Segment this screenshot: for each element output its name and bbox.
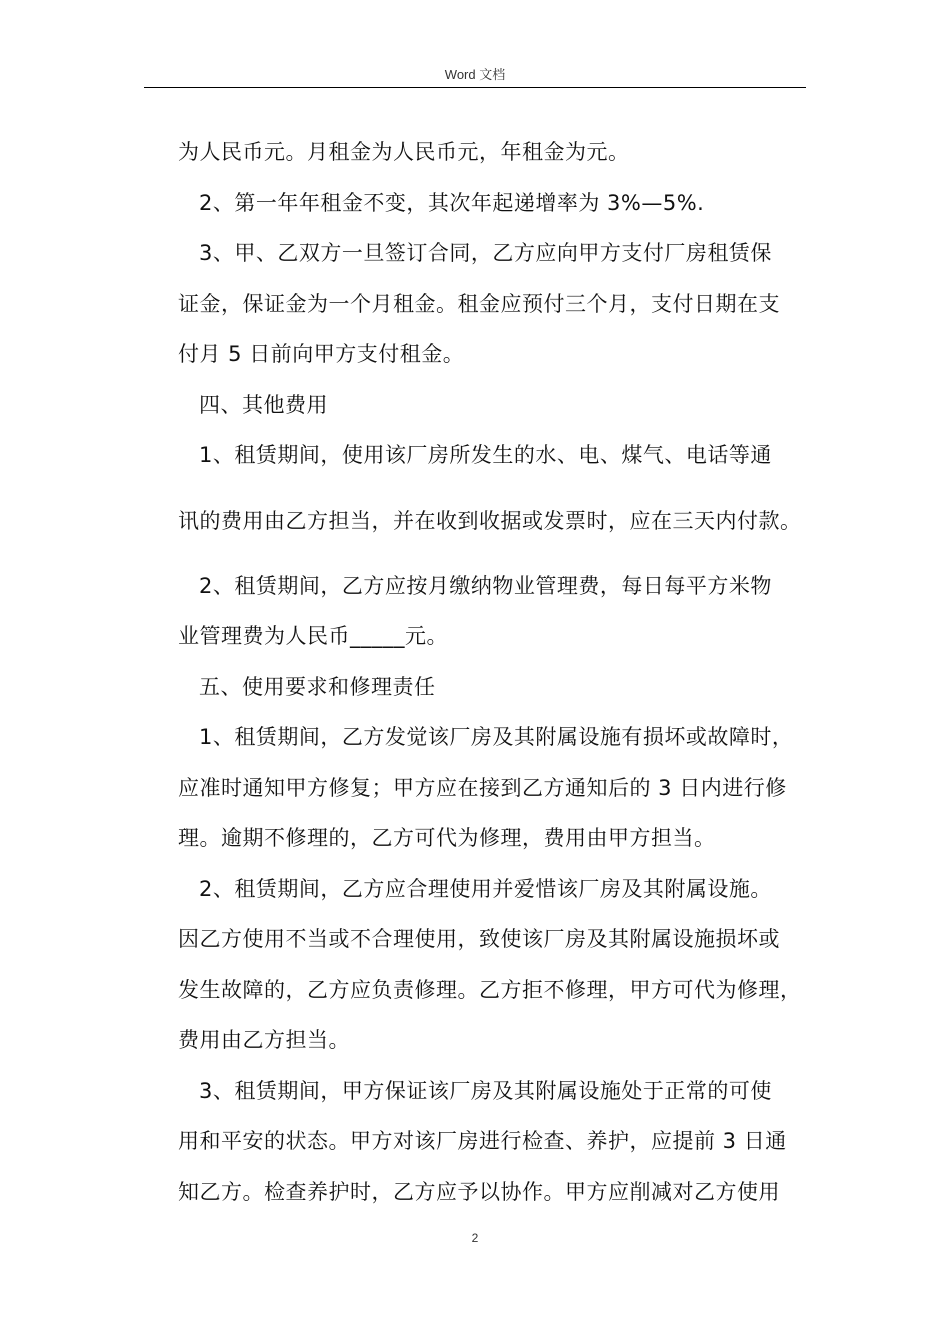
paragraph-line: 费用由乙方担当。 (178, 1028, 350, 1052)
paragraph-line: 知乙方。检查养护时，乙方应予以协作。甲方应削减对乙方使用 (178, 1179, 780, 1204)
paragraph-line: 2、租赁期间，乙方应合理使用并爱惜该厂房及其附属设施。 (199, 876, 772, 901)
section-heading: 四、其他费用 (199, 392, 328, 417)
paragraph-line: 发生故障的，乙方应负责修理。乙方拒不修理，甲方可代为修理， (178, 977, 802, 1002)
paragraph-line: 应准时通知甲方修复；甲方应在接到乙方通知后的 3 日内进行修 (178, 775, 787, 800)
paragraph-line: 业管理费为人民币_____元。 (178, 624, 448, 648)
header-divider (144, 87, 806, 88)
paragraph-line: 3、甲、乙双方一旦签订合同，乙方应向甲方支付厂房租赁保 (199, 241, 772, 265)
paragraph-line: 2、第一年年租金不变，其次年起递增率为 3%—5%. (199, 190, 705, 215)
page-header-title: Word 文档 (444, 67, 506, 82)
paragraph-line: 3、租赁期间，甲方保证该厂房及其附属设施处于正常的可使 (199, 1078, 772, 1103)
paragraph-line: 证金，保证金为一个月租金。租金应预付三个月，支付日期在支 (178, 291, 780, 316)
paragraph-line: 1、租赁期间，乙方发觉该厂房及其附属设施有损坏或故障时， (199, 725, 794, 749)
paragraph-line: 1、租赁期间，使用该厂房所发生的水、电、煤气、电话等通 (199, 443, 772, 467)
page-number: 2 (471, 1231, 479, 1245)
paragraph-line: 用和平安的状态。甲方对该厂房进行检查、养护，应提前 3 日通 (178, 1129, 787, 1153)
document-body (178, 127, 838, 1217)
paragraph-line: 因乙方使用不当或不合理使用，致使该厂房及其附属设施损坏或 (178, 927, 780, 951)
paragraph-line: 讯的费用由乙方担当，并在收到收据或发票时，应在三天内付款。 (178, 508, 802, 533)
paragraph-line: 付月 5 日前向甲方支付租金。 (178, 342, 465, 366)
paragraph-line: 2、租赁期间，乙方应按月缴纳物业管理费，每日每平方米物 (199, 573, 772, 598)
paragraph-line: 为人民币元。月租金为人民币元，年租金为元。 (178, 140, 630, 164)
paragraph-line: 理。逾期不修理的，乙方可代为修理，费用由甲方担当。 (178, 826, 716, 850)
section-heading: 五、使用要求和修理责任 (199, 674, 436, 699)
